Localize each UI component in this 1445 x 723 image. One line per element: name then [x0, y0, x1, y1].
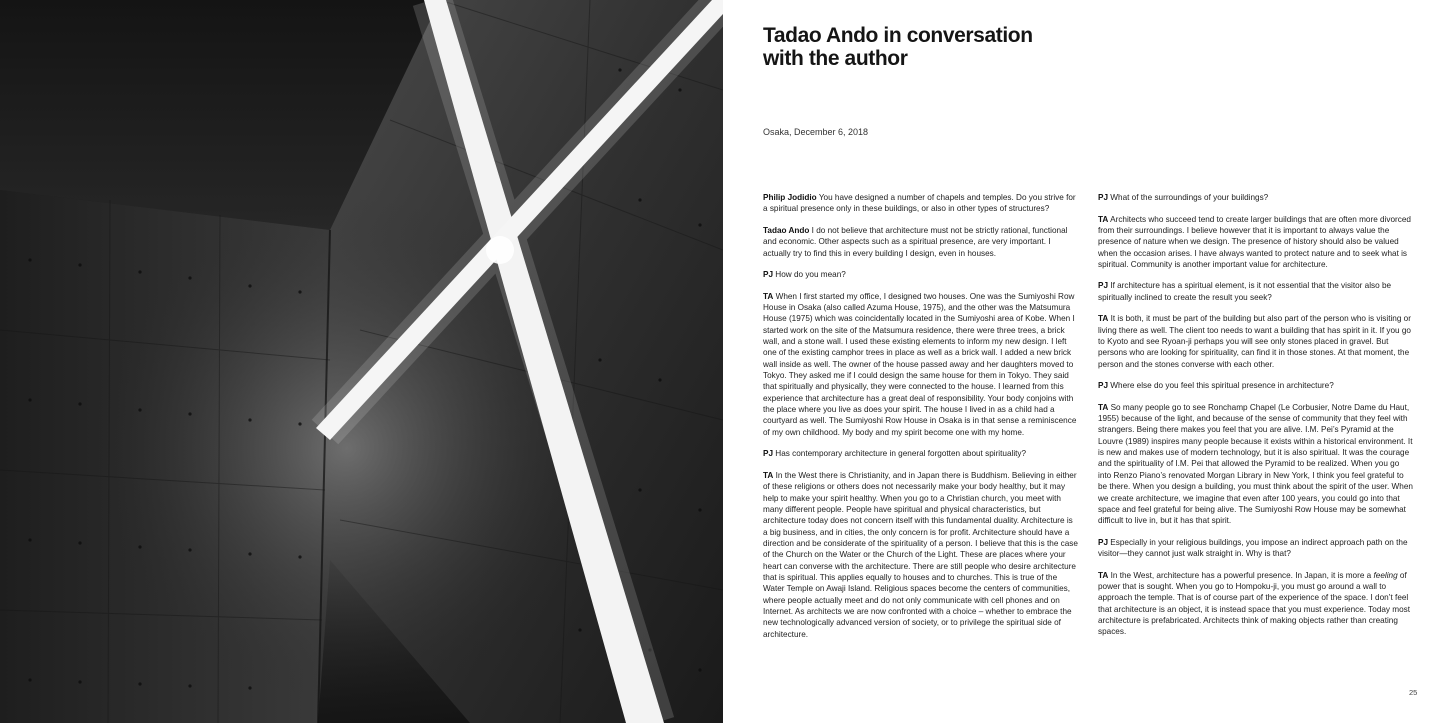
text-column-left [763, 192, 1078, 650]
speaker-label: PJ [1098, 281, 1109, 291]
paragraph-text: If architecture has a spiritual element, is it not essential that the visitor also be spiritually inclined to create the result you seek? [1098, 281, 1392, 302]
title-line-2: with the author [763, 47, 908, 70]
paragraph-text: It is both, it must be part of the building but also part of the person who is visiting or living there as well. The client too needs to want a building that has spirit in it. If you go to Kyoto and see Ryoan-ji perhaps you will see only stones placed in gravel. But persons who are looking for spirituality, can find it in those stones. At that moment, the person and the stones converse with each other. [1098, 314, 1411, 369]
paragraph [763, 269, 1078, 280]
speaker-label: Philip Jodidio [763, 193, 817, 202]
speaker-label: Tadao Ando [763, 225, 810, 235]
paragraph-text: When I first started my office, I designed two houses. One was the Sumiyoshi Row House in Osaka (also called Azuma House, 1975), and the other was the Matsumura House (1975) which was coincidentally located in the Sumiyoshi area of Kobe. When I started work on the site of the Matsumura residence, there were three trees, a brick wall, and a stone wall. I used these existing elements to inform my new design. I left one of the existing camphor trees in place as well as a brick wall. I added a new brick wall inside as well. The owner of the house passed away and her daughters moved to Tokyo. They asked me if I could design the same house for them in Tokyo. They said that spiritually and physically, they were connected to the house. I learned from this experience that architecture has a great deal of responsibility. Your body conjoins with the place where you live as does your spirit. The house I lived in as a child had a courtyard as well. The Sumiyoshi Row House in Osaka is in that sense a reminiscence of my own childhood. My body and my spirit become one with my home. [763, 291, 1077, 437]
paragraph [763, 225, 1078, 259]
paragraph-text: Has contemporary architecture in general forgotten about spirituality? [775, 449, 1027, 459]
speaker-label: PJ [1098, 537, 1109, 547]
article-title [763, 24, 1103, 70]
paragraph-text: Especially in your religious buildings, you impose an indirect approach path on the visitor—they cannot just walk straight in. Why is that? [1098, 537, 1408, 559]
paragraph-text: Where else do you feel this spiritual presence in architecture? [1110, 381, 1334, 391]
speaker-label: PJ [1098, 193, 1109, 202]
paragraph [1098, 402, 1413, 527]
paragraph [1098, 570, 1413, 638]
paragraph [1098, 214, 1413, 271]
speaker-label: TA [1098, 570, 1109, 580]
paragraph [1098, 537, 1413, 560]
speaker-label: TA [1098, 314, 1109, 324]
paragraph-text: I do not believe that architecture must not be strictly rational, functional and economic. Other aspects such as a spiritual presence, are very important. I actually try to find this in every building I design, even in houses. [763, 225, 1068, 258]
paragraph [1098, 380, 1413, 391]
text-page [723, 0, 1445, 723]
speaker-label: TA [763, 470, 774, 480]
paragraph [763, 192, 1078, 215]
text-column-right [1098, 192, 1413, 648]
paragraph-text: In the West, architecture has a powerful presence. In Japan, it is more a [1110, 570, 1374, 580]
speaker-label: TA [763, 291, 774, 301]
speaker-label: PJ [763, 449, 774, 459]
speaker-label: PJ [763, 270, 774, 280]
speaker-label: PJ [1098, 381, 1109, 391]
paragraph-text: You have designed a number of chapels and temples. Do you strive for a spiritual presence only in these buildings, or also in other types of structures? [763, 193, 1076, 214]
paragraph [1098, 313, 1413, 370]
emphasis-text: feeling [1373, 570, 1398, 580]
paragraph-text: So many people go to see Ronchamp Chapel (Le Corbusier, Notre Dame du Haut, 1955) because of the light, and because of the sense of community that they feel with strangers. Being there makes you feel that you are alive. I.M. Pei’s Pyramid at the Louvre (1989) inspires many people because it exists within a historical environment. It is new and makes use of modern technology, but it is also spiritual. It was the courage and the spirituality of I.M. Pei that allowed the Pyramid to be realized. When you go into Renzo Piano’s renovated Morgan Library in New York, I think you feel grateful to be there. When you design a building, you must think about the spirit of the user. When we create architecture, we imagine that even after 100 years, you could go into that space and feel grateful for being alive. The Sumiyoshi Row House may be somewhat difficult to live in, but it has that spirit. [1098, 402, 1413, 526]
dateline: Osaka, December 6, 2018 [763, 127, 869, 137]
speaker-label: TA [1098, 214, 1109, 224]
paragraph [763, 470, 1078, 640]
paragraph-text: Architects who succeed tend to create larger buildings that are often more divorced from their surroundings. I believe however that it is important to always value the presence of nature when we design. The presence of history should also be valued when the occasion arises. I have always wanted to protect nature and to seek what is spiritual. Community is another important value for architecture. [1098, 214, 1411, 269]
paragraph [763, 448, 1078, 459]
paragraph-text: How do you mean? [775, 270, 846, 280]
paragraph-text: In the West there is Christianity, and in Japan there is Buddhism. Believing in either of these religions or others does not necessarily make your body healthy, but it may help to make your spirit healthy. When you go to a Christian church, you meet with many different people. People have spiritual and physical characteristics, but architecture today does not concern itself with this fundamental duality. Architecture is a big business, and in cities, the only concern is for profit. Architecture should have a direction and be considerate of the spirituality of a person. I believe that this is the case of the Church on the Water or the Church of the Light. These are places where your heart can converse with the architecture. There are still people who desire architecture that is spiritual. This applies equally to houses and to churches. This is true of the Water Temple on Awaji Island. Religious spaces become the centers of communities, where people actually meet and do not only communicate with cell phones and on Internet. As architects we are now confronted with a choice – whether to embrace the new technologically advanced version of society, or to privilege the spiritual side of architecture. [763, 470, 1078, 639]
paragraph-text: of power that is sought. When you go to Hompoku-ji, you must go around a wall to approach the temple. That is of course part of the experience of the space. I don’t feel that architecture is an object, it is instead space that you must experience. Today most architecture is prefabricated. Architects think of making objects rather than creating spaces. [1098, 570, 1411, 637]
page-number: 25 [1409, 688, 1418, 697]
paragraph [1098, 192, 1413, 203]
title-line-1: Tadao Ando in conversation [763, 24, 1033, 47]
paragraph [763, 291, 1078, 438]
paragraph-text: What of the surroundings of your buildings? [1110, 193, 1269, 202]
paragraph [1098, 280, 1413, 303]
speaker-label: TA [1098, 402, 1109, 412]
